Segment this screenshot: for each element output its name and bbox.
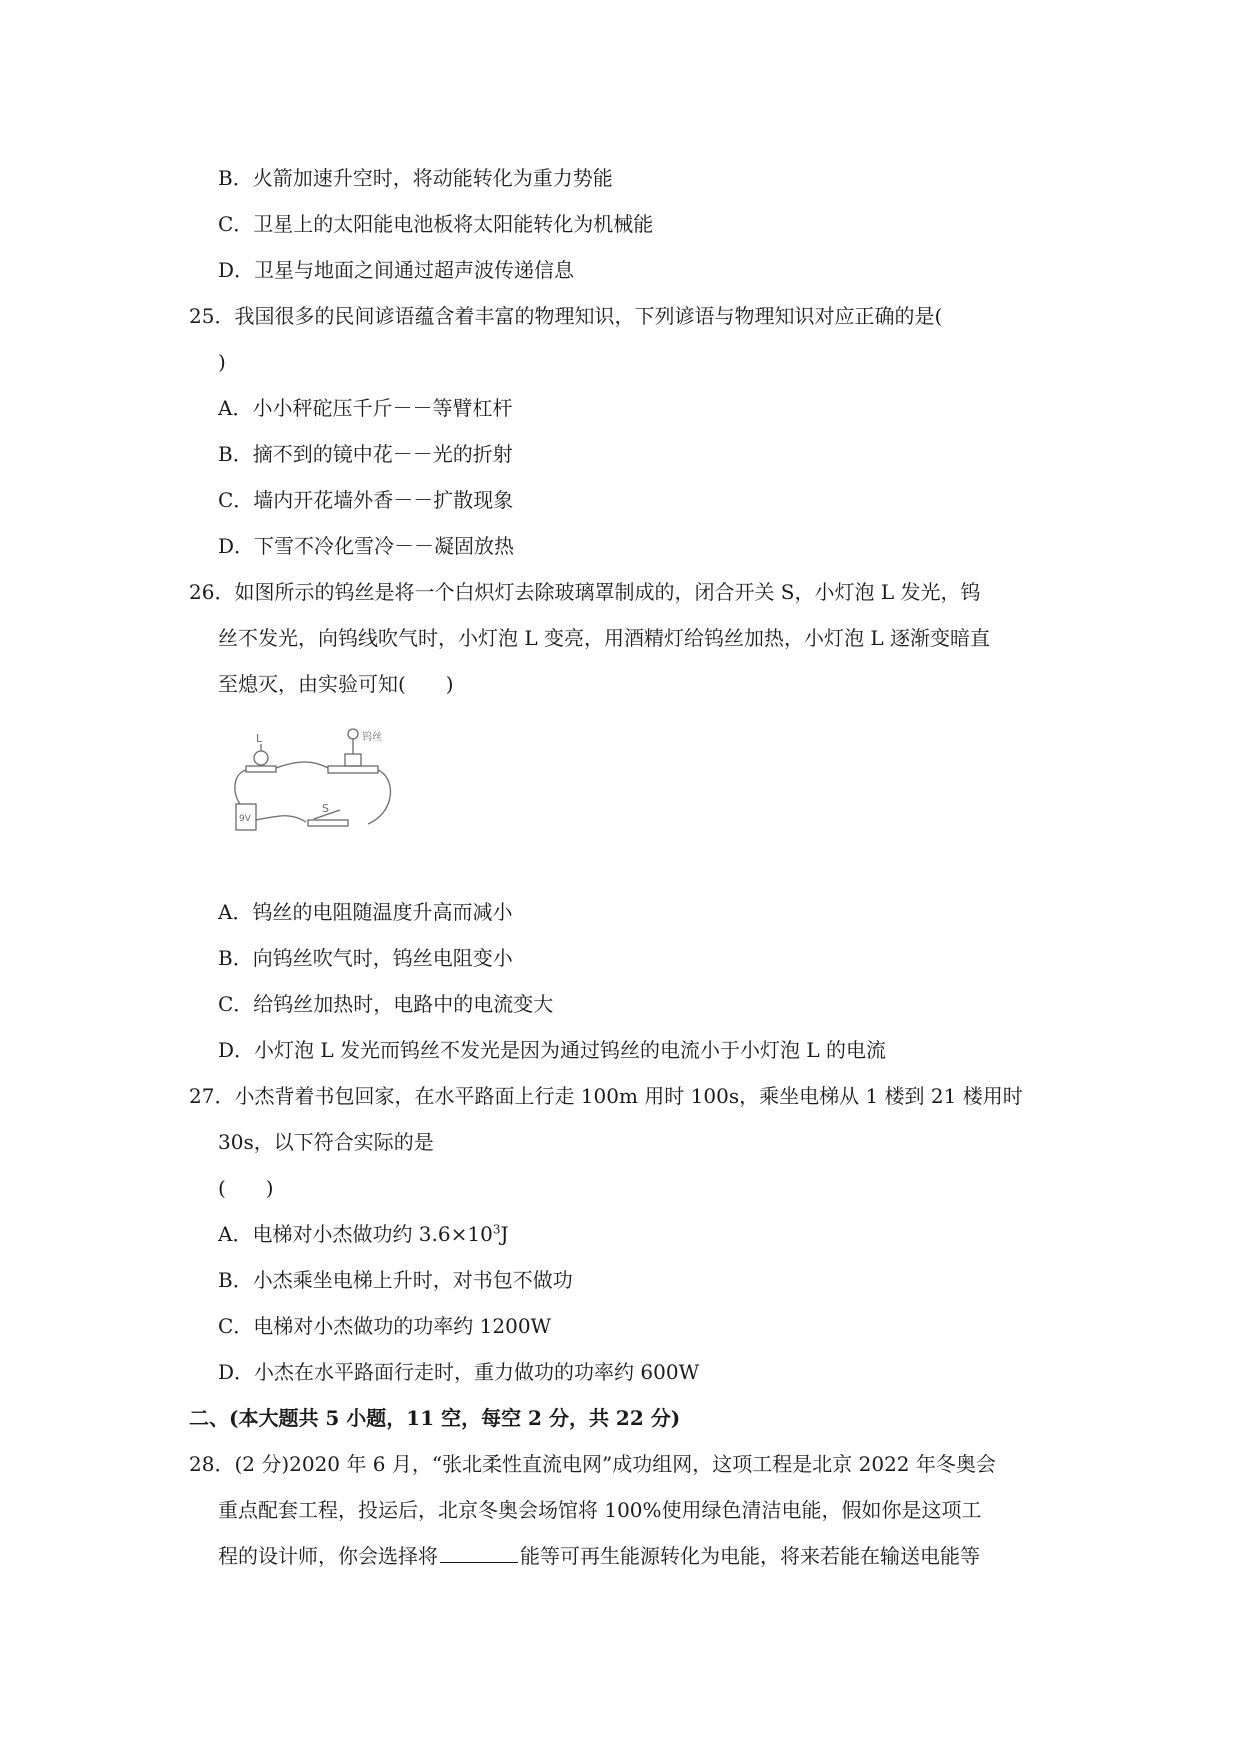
wire-top [276,762,328,768]
q28-stem-line3 [218,1542,980,1570]
label-tungsten: 钨丝 [362,732,382,743]
q26-stem-line2: 丝不发光，向钨线吹气时，小灯泡 L 变亮，用酒精灯给钨丝加热，小灯泡 L 逐渐变暗直 [218,626,990,650]
wire-left [235,770,246,804]
q27-stem-line2: 30s，以下符合实际的是 [218,1130,434,1154]
q27-option-a-exponent: 3 [492,1222,501,1237]
q28-stem-line3-post: 能等可再生能源转化为电能，将来若能在输送电能等 [520,1544,980,1568]
q26-option-c: C．给钨丝加热时，电路中的电流变大 [218,992,554,1016]
q24-option-c: C．卫星上的太阳能电池板将太阳能转化为机械能 [218,212,654,236]
q25-stem-line1: 25．我国很多的民间谚语蕴含着丰富的物理知识，下列谚语与物理知识对应正确的是( [189,304,943,328]
bulb-base [246,766,276,772]
label-battery: 9V [239,814,251,824]
q25-stem-line2: ) [218,350,226,374]
label-l: L [256,732,263,745]
q24-option-b: B．火箭加速升空时，将动能转化为重力势能 [218,166,613,190]
wire-right [368,770,390,824]
q25-option-b: B．摘不到的镜中花－－光的折射 [218,442,513,466]
q28-stem-line2: 重点配套工程，投运后，北京冬奥会场馆将 100%使用绿色清洁电能，假如你是这项工 [218,1498,982,1522]
q27-option-c: C．电梯对小杰做功的功率约 1200W [218,1314,552,1338]
label-s: S [322,802,329,815]
q25-option-d: D．下雪不冷化雪冷－－凝固放热 [218,534,515,558]
q27-option-d: D．小杰在水平路面行走时，重力做功的功率约 600W [218,1360,700,1384]
q27-stem-line3: ( ) [218,1176,274,1200]
circuit-diagram [228,712,408,842]
tungsten-base [328,766,378,773]
q25-option-a: A．小小秤砣压千斤－－等臂杠杆 [218,396,513,420]
q28-stem-line1: 28．(2 分)2020 年 6 月，“张北柔性直流电网”成功组网，这项工程是北京 2022 年冬奥会 [189,1452,996,1476]
q26-stem-line3: 至熄灭，由实验可知( ) [218,672,454,696]
q27-option-b: B．小杰乘坐电梯上升时，对书包不做功 [218,1268,573,1292]
q26-option-a: A．钨丝的电阻随温度升高而减小 [218,900,513,924]
q27-option-a-unit: J [500,1222,509,1246]
wire-bottom [256,816,306,822]
q27-stem-line1: 27．小杰背着书包回家，在水平路面上行走 100m 用时 100s，乘坐电梯从 1 楼到 21 楼用时 [189,1084,1023,1108]
q26-option-b: B．向钨丝吹气时，钨丝电阻变小 [218,946,513,970]
tungsten-filament [348,729,358,739]
q27-option-a-text: A．电梯对小杰做功约 3.6×10 [218,1222,493,1246]
q24-option-d: D．卫星与地面之间通过超声波传递信息 [218,258,575,282]
q25-option-c: C．墙内开花墙外香－－扩散现象 [218,488,514,512]
bulb-glass [254,751,268,765]
q27-option-a [218,1220,509,1248]
answer-blank[interactable] [440,1542,518,1563]
section-heading: 二、(本大题共 5 小题，11 空，每空 2 分，共 22 分) [189,1406,681,1430]
q26-stem-line1: 26．如图所示的钨丝是将一个白炽灯去除玻璃罩制成的，闭合开关 S，小灯泡 L 发光，钨 [189,580,981,604]
q26-option-d: D．小灯泡 L 发光而钨丝不发光是因为通过钨丝的电流小于小灯泡 L 的电流 [218,1038,887,1062]
switch-base [308,820,348,826]
tungsten-holder [345,754,361,766]
q28-stem-line3-pre: 程的设计师，你会选择将 [218,1544,438,1568]
